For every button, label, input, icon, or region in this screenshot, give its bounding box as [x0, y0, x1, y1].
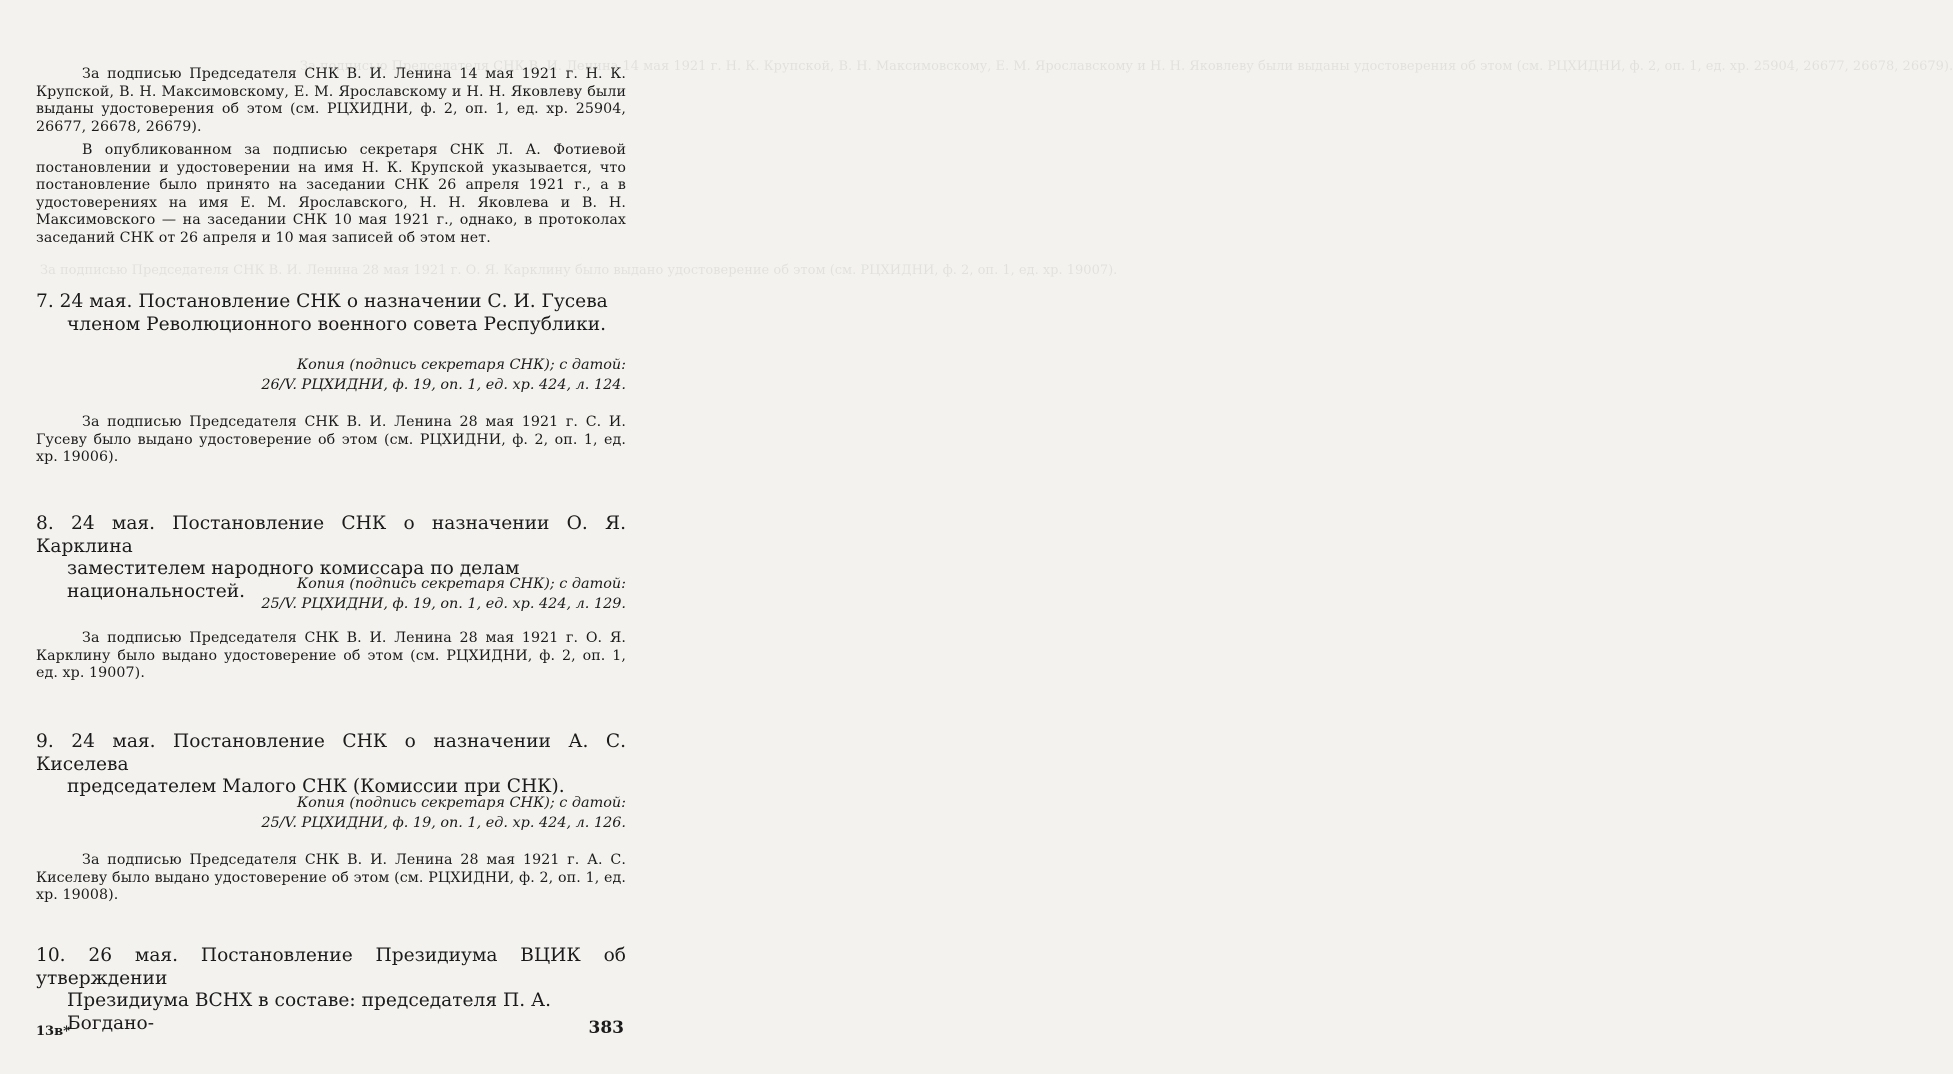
entry-heading-line-2: заместителем народного комиссара по делам национальностей.: [67, 558, 520, 602]
source-line-1: Копия (подпись секретаря СНК); с датой:: [296, 576, 626, 592]
entry-source-8: [206, 574, 626, 614]
source-line-2: 25/V. РЦХИДНИ, ф. 19, оп. 1, ед. хр. 424, л. 126.: [261, 815, 626, 831]
entry-heading-10: [36, 945, 626, 1035]
entry-number: 8.: [36, 513, 54, 534]
entry-heading-line-1: 24 мая. Постановление СНК о назначении А. С. Киселева: [36, 731, 626, 775]
entry-heading-9: [36, 731, 626, 799]
bleed-through-text: За подписью Председателя СНК В. И. Ленина 28 мая 1921 г. О. Я. Карклину было выдано удостоверение об этом (см. РЦХИДНИ, ф. 2, оп. 1, ед. хр. 19007).: [40, 263, 1118, 278]
entry-note-9: За подписью Председателя СНК В. И. Ленина 28 мая 1921 г. А. С. Киселеву было выдано удостоверение об этом (см. РЦХИДНИ, ф. 2, оп. 1, ед. хр. 19008).: [36, 852, 626, 904]
note-paragraph-1: За подписью Председателя СНК В. И. Ленина 14 мая 1921 г. Н. К. Крупской, В. Н. Максимовскому, Е. М. Ярославскому и Н. Н. Яковлеву были выданы удостоверения об этом (см. РЦХИДНИ, ф. 2, оп. 1, ед. хр. 25904, 26677, 26678, 26679).: [36, 66, 626, 135]
source-line-2: 26/V. РЦХИДНИ, ф. 19, оп. 1, ед. хр. 424, л. 124.: [261, 377, 626, 393]
source-line-1: Копия (подпись секретаря СНК); с датой:: [296, 795, 626, 811]
bleed-through-text: За подписью Председателя СНК В. И. Ленина 14 мая 1921 г. Н. К. Крупской, В. Н. Максимовскому, Е. М. Ярославскому и Н. Н. Яковлеву были выданы удостоверения об этом (см. РЦХИДНИ, ф. 2, оп. 1, ед. хр. 25904, 26677, 26678, 26679).: [300, 59, 1953, 74]
entry-number: 7.: [36, 291, 54, 312]
entry-heading-line-1: 24 мая. Постановление СНК о назначении С. И. Гусева: [59, 291, 608, 312]
entry-heading-7: [36, 291, 626, 336]
entry-source-9: [206, 793, 626, 833]
entry-note-7: За подписью Председателя СНК В. И. Ленина 28 мая 1921 г. С. И. Гусеву было выдано удостоверение об этом (см. РЦХИДНИ, ф. 2, оп. 1, ед. хр. 19006).: [36, 414, 626, 466]
entry-heading-line-1: 24 мая. Постановление СНК о назначении О. Я. Карклина: [36, 513, 626, 557]
note-paragraph-2: В опубликованном за подписью секретаря СНК Л. А. Фотиевой постановлении и удостоверении на имя Н. К. Крупской указывается, что постановление было принято на заседании СНК 26 апреля 1921 г., а в удостоверениях на имя Е. М. Ярославского, Н. Н. Яковлева и В. Н. Максимовского — на заседании СНК 10 мая 1921 г., однако, в протоколах заседаний СНК от 26 апреля и 10 мая записей об этом нет.: [36, 142, 626, 246]
entry-heading-line-2: членом Революционного военного совета Республики.: [67, 313, 607, 335]
entry-heading-line-2: Президиума ВСНХ в составе: председателя П. А. Богдано-: [67, 990, 552, 1034]
entry-source-7: [206, 355, 626, 395]
entry-number: 9.: [36, 731, 54, 752]
signature-mark: 13в*: [36, 1024, 70, 1039]
page-number: 383: [588, 1018, 624, 1038]
source-line-1: Копия (подпись секретаря СНК); с датой:: [296, 357, 626, 373]
entry-number: 10.: [36, 945, 66, 966]
entry-note-8: За подписью Председателя СНК В. И. Ленина 28 мая 1921 г. О. Я. Карклину было выдано удостоверение об этом (см. РЦХИДНИ, ф. 2, оп. 1, ед. хр. 19007).: [36, 630, 626, 682]
entry-heading-line-1: 26 мая. Постановление Президиума ВЦИК об утверждении: [36, 945, 626, 989]
entry-heading-line-2: председателем Малого СНК (Комиссии при СНК).: [67, 776, 565, 797]
source-line-2: 25/V. РЦХИДНИ, ф. 19, оп. 1, ед. хр. 424, л. 129.: [261, 596, 626, 612]
